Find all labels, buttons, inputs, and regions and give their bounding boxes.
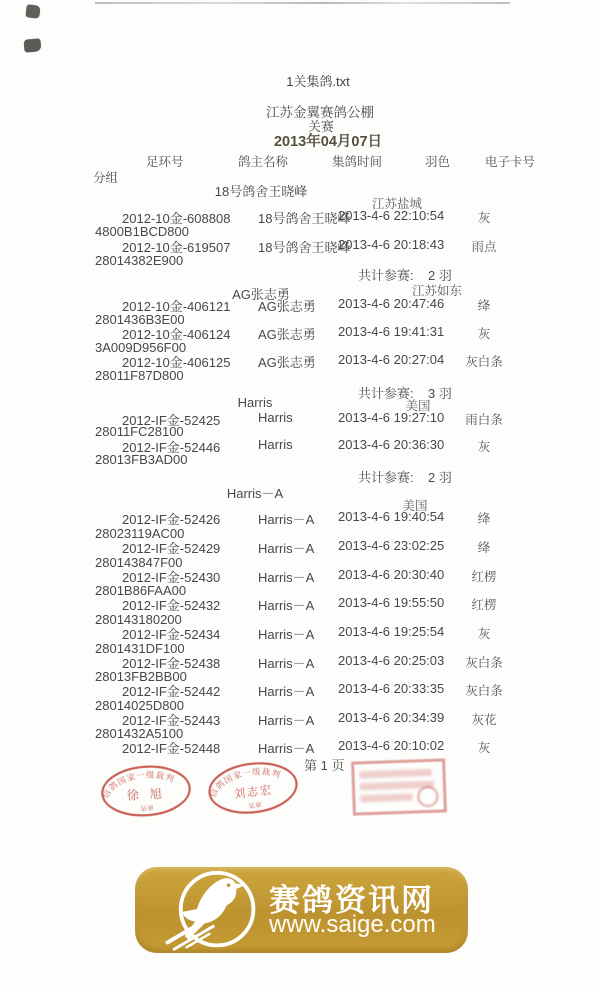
page-number: 第 1 页 [304, 758, 345, 773]
table-row [0, 296, 600, 314]
color-cell: 灰白条 [465, 684, 503, 698]
owner-cell: Harris－A [258, 656, 315, 671]
race-date: 2013年04月07日 [273, 134, 383, 150]
time-cell: 2013-4-6 20:36:30 [338, 437, 445, 452]
color-cell: 灰 [477, 741, 491, 755]
owner-cell: Harris－A [258, 598, 315, 613]
owner-cell: AG张志勇 [258, 355, 316, 370]
ring-cell: 2012-IF金-52425 [122, 413, 221, 428]
card-cell: 3A009D956F00 [95, 340, 187, 355]
time-cell: 2013-4-6 20:18:43 [338, 237, 445, 252]
time-cell: 2013-4-6 20:34:39 [338, 710, 445, 725]
card-cell: 28011F87D800 [95, 368, 184, 383]
owner-cell: Harris－A [258, 741, 315, 756]
stamp-arc-text: 信鸽国家一级裁判 [207, 766, 283, 799]
owner-cell: Harris－A [258, 512, 315, 527]
ring-cell: 2012-10金-406121 [122, 299, 231, 314]
stamp-arc-text: 信鸽国家一级裁判 [100, 769, 177, 800]
section-total-row [0, 265, 600, 283]
ring-cell: 2012-10金-619507 [122, 240, 231, 255]
table-row [0, 738, 600, 756]
stamp-bottom-text: 证章 [248, 801, 263, 811]
total-label: 共计参赛: [358, 470, 414, 485]
owner-cell: 18号鸽舍王晓峰 [258, 211, 351, 226]
time-cell: 2013-4-6 20:27:04 [338, 352, 445, 367]
time-cell: 2013-4-6 20:47:46 [338, 296, 445, 311]
table-row [0, 324, 600, 342]
column-header-owner: 鸽主名称 [238, 155, 289, 169]
owner-cell: AG张志勇 [258, 327, 316, 342]
stamp-smudge [359, 769, 431, 779]
owner-cell: Harris [258, 437, 293, 452]
stamp-name: 徐 旭 [126, 786, 167, 803]
owner-cell: Harris－A [258, 627, 315, 642]
ring-cell: 2012-IF金-52429 [122, 541, 221, 556]
ring-cell: 2012-IF金-52443 [122, 713, 221, 728]
card-cell: 28014025D800 [95, 698, 184, 713]
color-cell: 灰白条 [465, 355, 503, 369]
ring-cell: 2012-10金-406124 [122, 327, 231, 342]
card-cell: 280143847F00 [95, 555, 183, 570]
card-cell: 2801431DF100 [95, 641, 185, 656]
color-cell: 灰花 [471, 713, 497, 727]
total-label: 共计参赛: [358, 386, 414, 401]
scan-mark [25, 4, 40, 19]
owner-cell: Harris－A [258, 713, 315, 728]
color-cell: 灰 [477, 327, 491, 341]
section-location: 美国 [405, 399, 431, 413]
ring-cell: 2012-10金-608808 [122, 211, 231, 226]
time-cell: 2013-4-6 19:55:50 [338, 595, 445, 610]
color-cell: 灰 [477, 211, 491, 225]
column-header-group: 分组 [93, 171, 119, 185]
section-owner: Harris－A [226, 486, 284, 501]
table-row [0, 237, 600, 255]
section-location: 江苏如东 [411, 284, 463, 298]
column-header-color: 羽色 [425, 155, 451, 169]
owner-cell: 18号鸽舍王晓峰 [258, 240, 351, 255]
card-cell: 4800B1BCD800 [95, 224, 189, 239]
color-cell: 红楞 [471, 570, 497, 584]
column-header-time: 集鸽时间 [332, 155, 383, 169]
inspection-stamp [351, 758, 447, 815]
table-row [0, 208, 600, 226]
section-owner: Harris [237, 395, 273, 410]
ring-cell: 2012-IF金-52434 [122, 627, 221, 642]
card-cell: 2801432A5100 [95, 726, 184, 741]
ring-cell: 2012-IF金-52426 [122, 512, 221, 527]
loft-name: 江苏金翼赛鸽公棚 [266, 105, 374, 120]
color-cell: 灰 [477, 440, 491, 454]
color-cell: 绛 [477, 299, 491, 313]
card-cell: 2801436B3E00 [95, 312, 185, 327]
stamp-name: 刘志宏 [233, 784, 274, 801]
section-total-row [0, 383, 600, 401]
ring-cell: 2012-IF金-52442 [122, 684, 221, 699]
time-cell: 2013-4-6 20:10:02 [338, 738, 445, 753]
time-cell: 2013-4-6 19:25:54 [338, 624, 445, 639]
referee-stamp [202, 755, 304, 820]
table-row [0, 595, 600, 613]
table-row [0, 410, 600, 428]
total-value: 2 羽 [428, 470, 452, 485]
section-total-row [0, 467, 600, 485]
card-cell: 28013FB2BB00 [95, 669, 187, 684]
table-row [0, 681, 600, 699]
owner-cell: Harris－A [258, 684, 315, 699]
color-cell: 绛 [477, 512, 491, 526]
table-row [0, 509, 600, 527]
table-row [0, 653, 600, 671]
time-cell: 2013-4-6 20:33:35 [338, 681, 445, 696]
card-cell: 28011FC28100 [95, 424, 184, 439]
section-owner: 18号鸽舍王晓峰 [214, 184, 308, 199]
table-row [0, 538, 600, 556]
owner-cell: Harris－A [258, 570, 315, 585]
time-cell: 2013-4-6 19:27:10 [338, 410, 445, 425]
ring-cell: 2012-IF金-52448 [122, 741, 221, 756]
scan-edge-line [95, 2, 510, 4]
ring-cell: 2012-IF金-52446 [122, 440, 221, 455]
card-cell: 28023119AC00 [95, 526, 185, 541]
section-owner: AG张志勇 [232, 287, 290, 302]
table-row [0, 352, 600, 370]
ring-cell: 2012-IF金-52430 [122, 570, 221, 585]
section-location: 美国 [402, 499, 428, 513]
column-header-ring: 足环号 [146, 155, 184, 169]
time-cell: 2013-4-6 20:25:03 [338, 653, 445, 668]
owner-cell: Harris－A [258, 541, 315, 556]
total-label: 共计参赛: [358, 268, 414, 283]
time-cell: 2013-4-6 19:40:54 [338, 509, 445, 524]
referee-stamp [96, 761, 196, 822]
stamp-seal-circle [417, 786, 439, 808]
color-cell: 灰白条 [465, 656, 503, 670]
total-value: 3 羽 [428, 386, 452, 401]
doc-title: 1关集鸽.txt [286, 74, 350, 89]
section-location: 江苏盐城 [371, 197, 423, 211]
card-cell: 2801B86FAA00 [95, 583, 187, 598]
column-header-row [0, 152, 600, 167]
watermark-banner [135, 867, 468, 953]
owner-cell: AG张志勇 [258, 299, 316, 314]
card-cell: 28013FB3AD00 [95, 452, 188, 467]
ring-cell: 2012-IF金-52438 [122, 656, 221, 671]
ring-cell: 2012-10金-406125 [122, 355, 231, 370]
table-row [0, 437, 600, 455]
owner-cell: Harris [258, 410, 293, 425]
ring-cell: 2012-IF金-52432 [122, 598, 221, 613]
stamp-smudge [360, 794, 412, 803]
scan-mark [23, 38, 41, 52]
pigeon-logo [159, 868, 279, 954]
time-cell: 2013-4-6 20:30:40 [338, 567, 445, 582]
time-cell: 2013-4-6 23:02:25 [338, 538, 445, 553]
time-cell: 2013-4-6 22:10:54 [338, 208, 445, 223]
race-name: 关赛 [307, 119, 335, 134]
stamp-bottom-text: 证章 [140, 805, 154, 813]
card-cell: 280143180200 [95, 612, 182, 627]
table-row [0, 624, 600, 642]
card-cell: 28014382E900 [95, 253, 184, 268]
total-value: 2 羽 [428, 268, 452, 283]
time-cell: 2013-4-6 19:41:31 [338, 324, 445, 339]
site-url: www.saige.com [269, 911, 436, 938]
color-cell: 雨白条 [465, 413, 503, 427]
color-cell: 雨点 [471, 240, 497, 254]
column-header-card: 电子卡号 [485, 155, 536, 169]
color-cell: 灰 [477, 627, 491, 641]
color-cell: 绛 [477, 541, 491, 555]
site-name: 赛鸽资讯网 [269, 883, 434, 918]
table-row [0, 567, 600, 585]
table-row [0, 710, 600, 728]
color-cell: 红楞 [471, 598, 497, 612]
